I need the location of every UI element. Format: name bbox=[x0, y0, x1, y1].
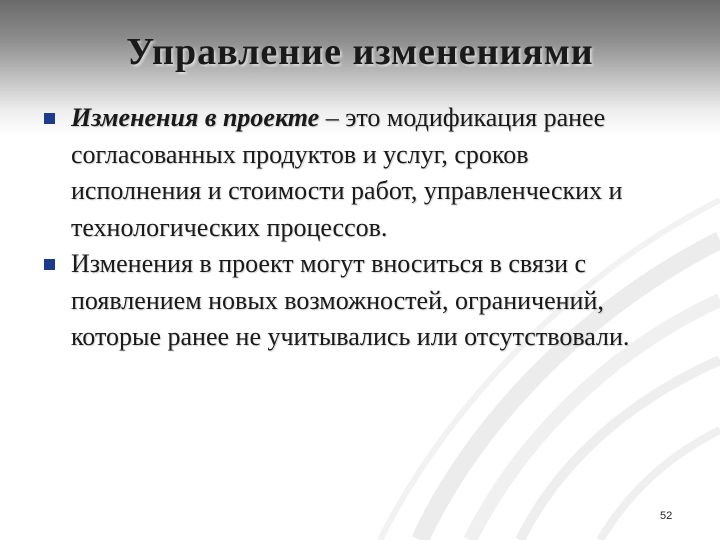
slide-title: Управление изменениями bbox=[126, 31, 594, 73]
square-bullet-icon bbox=[44, 113, 55, 124]
bullet-text: Изменения в проект могут вноситься в связи с появлением новых возможностей, ограничений, которые ранее не учитывались или отсутствовали. bbox=[71, 249, 630, 351]
bullet-text: – это модификация ранее согласованных продуктов и услуг, сроков исполнения и стоимости работ, управленческих и технологических процессов. bbox=[71, 103, 623, 242]
bullet-item-reasons bbox=[44, 246, 664, 356]
square-bullet-icon bbox=[44, 259, 55, 270]
bullet-term: Изменения в проекте bbox=[71, 103, 320, 132]
page-number: 52 bbox=[660, 510, 673, 522]
bullet-list bbox=[44, 100, 664, 356]
bullet-item-definition bbox=[44, 100, 664, 246]
